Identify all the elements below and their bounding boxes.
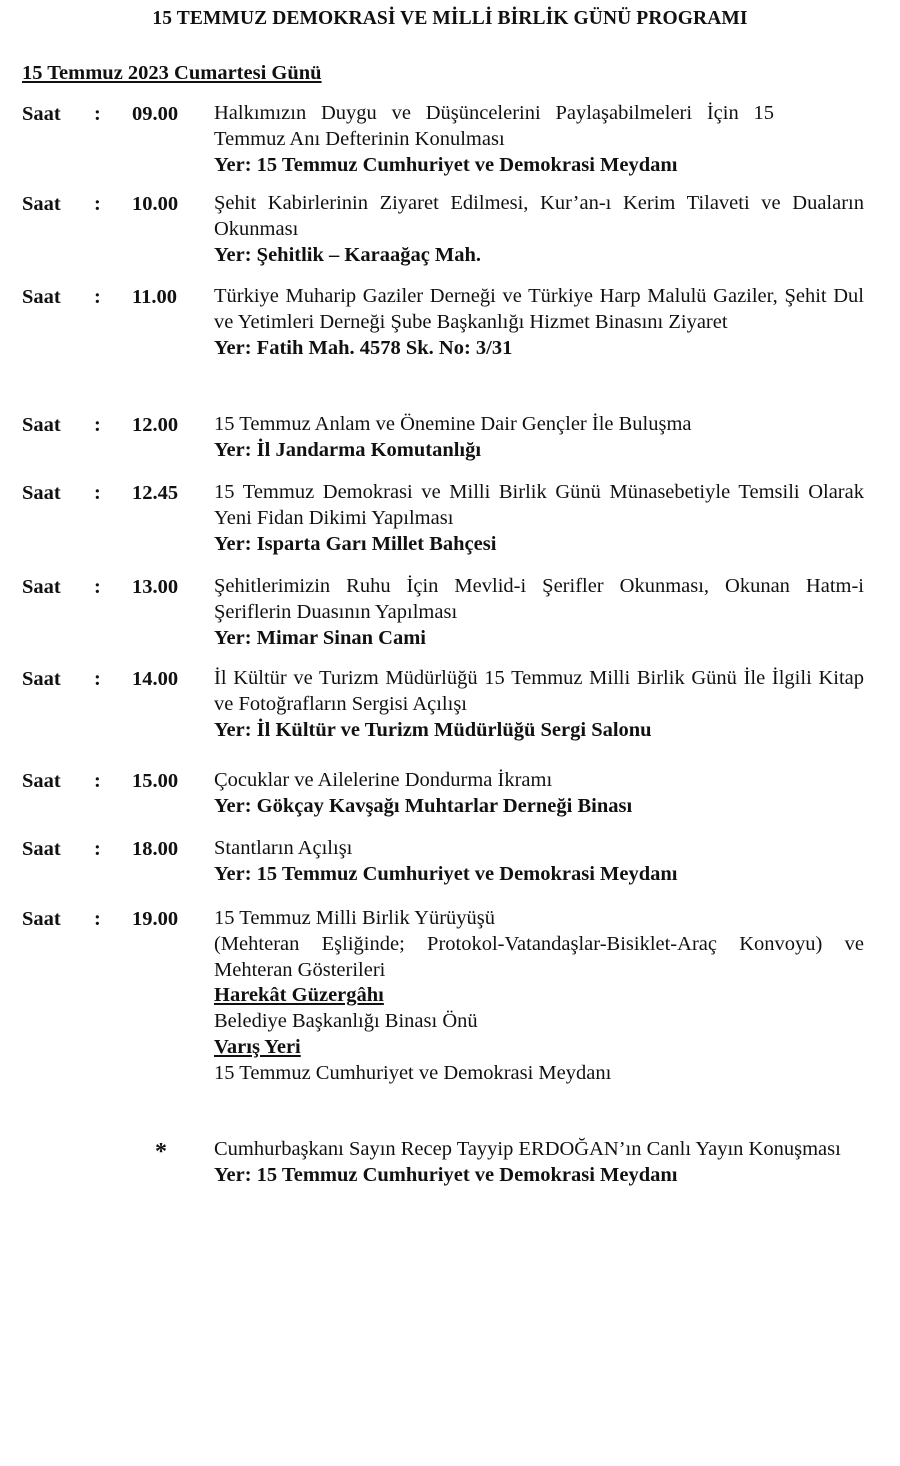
saat-label: Saat (22, 576, 61, 598)
event-time: 09.00 (132, 103, 179, 125)
event-text: Şehitlerimizin Ruhu İçin Mevlid-i Şerifler Okunması, Okunan Hatm-i Şeriflerin Duasının Yapılması (214, 575, 864, 623)
event-time: 14.00 (132, 668, 179, 690)
finish-heading: Varış Yeri (214, 1035, 301, 1058)
event-description (214, 768, 864, 820)
event-text: Çocuklar ve Ailelerine Dondurma İkramı (214, 769, 553, 791)
event-description (214, 191, 864, 268)
event-place: Yer: Mimar Sinan Cami (214, 626, 427, 649)
colon: : (94, 770, 101, 792)
event-description (214, 101, 864, 178)
colon: : (94, 286, 101, 308)
event-text: Türkiye Muharip Gaziler Derneği ve Türkiye Harp Malulü Gaziler, Şehit Dul ve Yetimleri Derneği Şube Başkanlığı Hizmet Binasını Ziyaret (214, 285, 864, 333)
route-heading: Harekât Güzergâhı (214, 984, 384, 1007)
march-details: (Mehteran Eşliğinde; Protokol-Vatandaşlar-Bisiklet-Araç Konvoyu) ve Mehteran Gösterileri (214, 932, 864, 981)
event-time: 12.00 (132, 414, 179, 436)
event-time: 11.00 (132, 286, 177, 308)
event-text: Stantların Açılışı (214, 837, 353, 859)
saat-label: Saat (22, 668, 61, 690)
event-time: 15.00 (132, 770, 179, 792)
event-text: 15 Temmuz Anlam ve Önemine Dair Gençler İle Buluşma (214, 413, 692, 435)
event-time: 19.00 (132, 908, 179, 930)
colon: : (94, 576, 101, 598)
event-description (214, 284, 864, 361)
event-description (214, 412, 864, 464)
saat-label: Saat (22, 286, 61, 308)
event-text: Şehit Kabirlerinin Ziyaret Edilmesi, Kur’an-ı Kerim Tilaveti ve Duaların Okunması (214, 192, 864, 240)
event-text: İl Kültür ve Turizm Müdürlüğü 15 Temmuz Milli Birlik Günü İle İlgili Kitap ve Fotoğrafların Sergisi Açılışı (214, 667, 864, 715)
event-place: Yer: İl Kültür ve Turizm Müdürlüğü Sergi Salonu (214, 718, 652, 741)
saat-label: Saat (22, 193, 61, 215)
event-place: Yer: Fatih Mah. 4578 Sk. No: 3/31 (214, 336, 513, 359)
colon: : (94, 414, 101, 436)
event-description (214, 480, 864, 557)
speech-text: Cumhurbaşkanı Sayın Recep Tayyip ERDOĞAN’ın Canlı Yayın Konuşması (214, 1138, 841, 1160)
colon: : (94, 668, 101, 690)
event-time: 13.00 (132, 576, 179, 598)
route-start: Belediye Başkanlığı Binası Önü (214, 1010, 478, 1033)
program-date: 15 Temmuz 2023 Cumartesi Günü (22, 62, 322, 84)
speech-place: Yer: 15 Temmuz Cumhuriyet ve Demokrasi Meydanı (214, 1163, 678, 1186)
event-time: 12.45 (132, 482, 179, 504)
event-place: Yer: İl Jandarma Komutanlığı (214, 438, 482, 461)
colon: : (94, 193, 101, 215)
event-time: 18.00 (132, 838, 179, 860)
event-place: Yer: Isparta Garı Millet Bahçesi (214, 532, 497, 555)
colon: : (94, 838, 101, 860)
event-time: 10.00 (132, 193, 179, 215)
event-place: Yer: Gökçay Kavşağı Muhtarlar Derneği Binası (214, 794, 633, 817)
saat-label: Saat (22, 908, 61, 930)
event-place: Yer: 15 Temmuz Cumhuriyet ve Demokrasi Meydanı (214, 862, 678, 885)
march-title: 15 Temmuz Milli Birlik Yürüyüşü (214, 907, 496, 929)
event-description (214, 1137, 864, 1189)
event-text: 15 Temmuz Demokrasi ve Milli Birlik Günü Münasebetiyle Temsili Olarak Yeni Fidan Dikimi Yapılması (214, 481, 864, 529)
event-place: Yer: Şehitlik – Karaağaç Mah. (214, 243, 482, 266)
colon: : (94, 103, 101, 125)
finish-location: 15 Temmuz Cumhuriyet ve Demokrasi Meydanı (214, 1061, 612, 1084)
page-title: 15 TEMMUZ DEMOKRASİ VE MİLLİ BİRLİK GÜNÜ PROGRAMI (152, 8, 748, 29)
event-description (214, 906, 864, 1087)
saat-label: Saat (22, 103, 61, 125)
event-description (214, 666, 864, 743)
event-description (214, 836, 864, 888)
colon: : (94, 482, 101, 504)
event-description (214, 574, 864, 651)
saat-label: Saat (22, 770, 61, 792)
event-text: Halkımızın Duygu ve Düşüncelerini Paylaşabilmeleri İçin 15 Temmuz Anı Defterinin Konulması (214, 102, 774, 150)
saat-label: Saat (22, 482, 61, 504)
asterisk-marker: * (155, 1139, 167, 1165)
saat-label: Saat (22, 838, 61, 860)
saat-label: Saat (22, 414, 61, 436)
event-place: Yer: 15 Temmuz Cumhuriyet ve Demokrasi Meydanı (214, 153, 678, 176)
colon: : (94, 908, 101, 930)
